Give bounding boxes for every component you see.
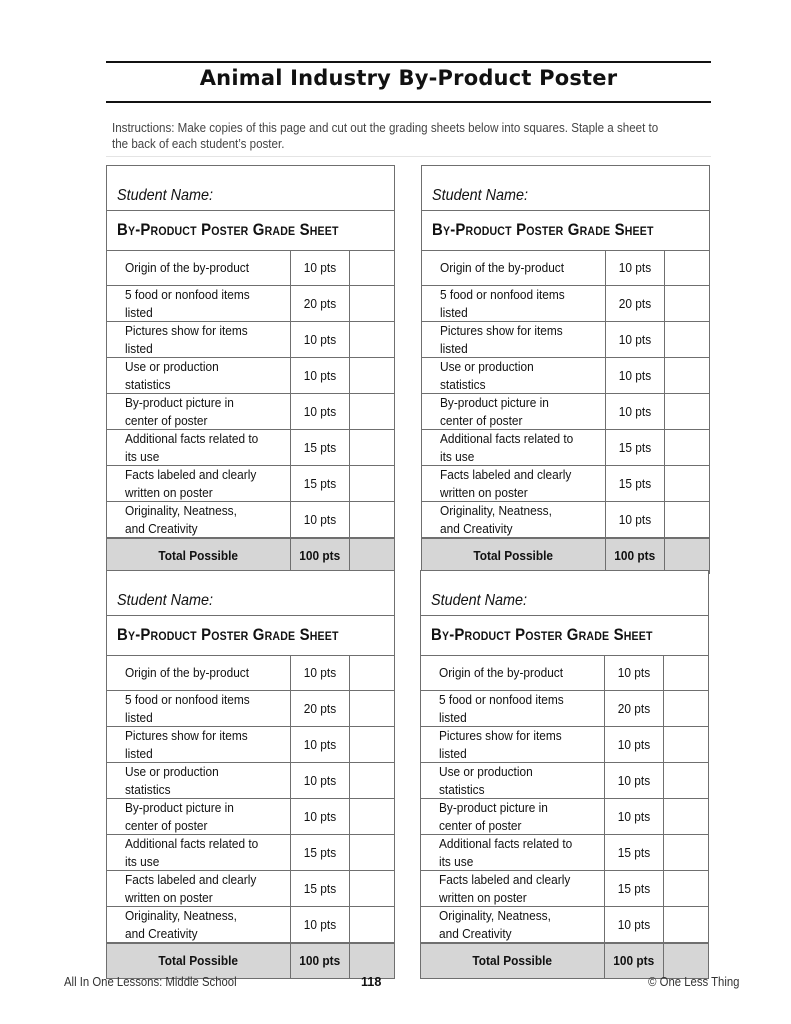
criterion-cell: Additional facts related to its use	[107, 835, 291, 871]
title-bottom-rule	[106, 101, 711, 103]
criterion-cell: Use or production statistics	[107, 358, 291, 394]
criterion-cell: Facts labeled and clearly written on poster	[422, 466, 606, 502]
score-cell[interactable]	[665, 251, 710, 286]
criterion-cell: Origin of the by-product	[125, 260, 250, 276]
criterion-cell: Pictures show for items listed	[421, 727, 605, 763]
total-row	[107, 538, 394, 573]
points-cell: 10 pts	[291, 656, 350, 691]
table-row	[107, 835, 394, 871]
points-cell: 10 pts	[605, 727, 664, 763]
table-row	[107, 430, 394, 466]
table-row	[421, 907, 708, 944]
points-cell: 10 pts	[291, 763, 350, 799]
table-row	[422, 286, 709, 322]
table-row	[107, 251, 394, 286]
score-cell[interactable]	[350, 286, 395, 322]
table-row	[107, 799, 394, 835]
points-cell: 15 pts	[606, 466, 665, 502]
points-cell: 10 pts	[291, 727, 350, 763]
score-cell[interactable]	[350, 835, 395, 871]
criterion-cell: Origin of the by-product	[440, 260, 565, 276]
total-points: 100 pts	[291, 943, 350, 978]
total-label: Total Possible	[421, 943, 605, 978]
footer-left: All In One Lessons: Middle School	[64, 975, 237, 989]
student-name-label: Student Name:	[117, 592, 214, 609]
criterion-cell: Use or production statistics	[107, 763, 291, 799]
score-cell[interactable]	[350, 251, 395, 286]
table-row	[422, 466, 709, 502]
score-cell[interactable]	[350, 691, 395, 727]
criterion-cell: By-product picture in center of poster	[421, 799, 605, 835]
table-row	[107, 394, 394, 430]
score-cell[interactable]	[350, 430, 395, 466]
points-cell: 10 pts	[291, 358, 350, 394]
total-score-cell[interactable]	[665, 538, 710, 573]
points-cell: 10 pts	[291, 322, 350, 358]
score-cell[interactable]	[350, 799, 395, 835]
score-cell[interactable]	[665, 466, 710, 502]
table-row	[107, 656, 394, 691]
points-cell: 10 pts	[606, 251, 665, 286]
score-cell[interactable]	[350, 466, 395, 502]
student-name-field[interactable]	[107, 166, 394, 211]
points-cell: 10 pts	[605, 656, 664, 691]
points-cell: 20 pts	[605, 691, 664, 727]
score-cell[interactable]	[350, 502, 395, 539]
criterion-cell: Use or production statistics	[422, 358, 606, 394]
points-cell: 10 pts	[606, 394, 665, 430]
score-cell[interactable]	[665, 286, 710, 322]
points-cell: 10 pts	[606, 502, 665, 539]
criterion-cell: Originality, Neatness, and Creativity	[107, 502, 291, 539]
table-row	[107, 358, 394, 394]
table-row	[421, 727, 708, 763]
points-cell: 10 pts	[606, 358, 665, 394]
student-name-field[interactable]	[422, 166, 709, 211]
points-cell: 10 pts	[605, 907, 664, 944]
criterion-cell: Originality, Neatness, and Creativity	[421, 907, 605, 944]
page-title: Animal Industry By-Product Poster	[199, 66, 618, 90]
score-cell[interactable]	[664, 835, 709, 871]
table-row	[421, 656, 708, 691]
page-number: 118	[361, 975, 382, 989]
student-name-field[interactable]	[107, 571, 394, 616]
grade-sheet-heading: By-Product Poster Grade Sheet	[431, 625, 653, 644]
criterion-cell: Facts labeled and clearly written on poster	[107, 871, 291, 907]
grade-table	[107, 656, 394, 978]
score-cell[interactable]	[350, 322, 395, 358]
table-row	[422, 322, 709, 358]
table-row	[422, 358, 709, 394]
score-cell[interactable]	[665, 502, 710, 539]
total-score-cell[interactable]	[350, 538, 395, 573]
criterion-cell: By-product picture in center of poster	[422, 394, 606, 430]
points-cell: 20 pts	[606, 286, 665, 322]
total-label: Total Possible	[422, 538, 606, 573]
points-cell: 10 pts	[605, 799, 664, 835]
table-row	[421, 763, 708, 799]
table-row	[107, 727, 394, 763]
criterion-cell: 5 food or nonfood items listed	[107, 286, 291, 322]
table-row	[421, 835, 708, 871]
total-points: 100 pts	[606, 538, 665, 573]
table-row	[421, 871, 708, 907]
points-cell: 20 pts	[291, 691, 350, 727]
grade-sheet-heading: By-Product Poster Grade Sheet	[117, 625, 339, 644]
table-row	[107, 322, 394, 358]
table-row	[107, 286, 394, 322]
points-cell: 10 pts	[291, 251, 350, 286]
points-cell: 10 pts	[605, 763, 664, 799]
instructions: Instructions: Make copies of this page and cut out the grading sheets below into squares. Staple a sheet to the back of each student’s poster.	[112, 121, 659, 151]
table-row	[107, 466, 394, 502]
grade-sheet-heading-row	[421, 616, 708, 656]
student-name-label: Student Name:	[432, 187, 529, 204]
instructions-rule	[106, 156, 711, 157]
table-row	[421, 691, 708, 727]
student-name-label: Student Name:	[117, 187, 214, 204]
table-row	[107, 871, 394, 907]
table-row	[107, 763, 394, 799]
criterion-cell: Originality, Neatness, and Creativity	[422, 502, 606, 539]
table-row	[422, 502, 709, 539]
points-cell: 10 pts	[606, 322, 665, 358]
title-top-rule	[106, 61, 711, 63]
points-cell: 15 pts	[291, 871, 350, 907]
points-cell: 15 pts	[605, 871, 664, 907]
grade-sheet-heading-row	[107, 211, 394, 251]
score-cell[interactable]	[350, 656, 395, 691]
points-cell: 10 pts	[291, 907, 350, 944]
criterion-cell: 5 food or nonfood items listed	[422, 286, 606, 322]
score-cell[interactable]	[350, 727, 395, 763]
score-cell[interactable]	[350, 871, 395, 907]
table-row	[107, 907, 394, 944]
score-cell[interactable]	[350, 394, 395, 430]
score-cell[interactable]	[664, 907, 709, 944]
criterion-cell: Pictures show for items listed	[107, 322, 291, 358]
grade-sheet-card-top-right	[421, 165, 710, 574]
total-row	[422, 538, 709, 573]
student-name-field[interactable]	[421, 571, 708, 616]
grade-sheet-card-top-left	[106, 165, 395, 574]
grade-sheet-card-bottom-right	[420, 570, 709, 979]
student-name-label: Student Name:	[431, 592, 528, 609]
score-cell[interactable]	[664, 799, 709, 835]
total-score-cell[interactable]	[664, 943, 709, 978]
grade-sheet-heading-row	[422, 211, 709, 251]
criterion-cell: Pictures show for items listed	[107, 727, 291, 763]
criterion-cell: Additional facts related to its use	[107, 430, 291, 466]
points-cell: 10 pts	[291, 394, 350, 430]
table-row	[422, 430, 709, 466]
score-cell[interactable]	[350, 907, 395, 944]
points-cell: 15 pts	[291, 430, 350, 466]
total-points: 100 pts	[605, 943, 664, 978]
score-cell[interactable]	[665, 430, 710, 466]
criterion-cell: Facts labeled and clearly written on poster	[107, 466, 291, 502]
points-cell: 10 pts	[291, 502, 350, 539]
criterion-cell: 5 food or nonfood items listed	[421, 691, 605, 727]
total-row	[107, 943, 394, 978]
criterion-cell: By-product picture in center of poster	[107, 799, 291, 835]
table-row	[107, 691, 394, 727]
criterion-cell: Origin of the by-product	[125, 665, 250, 681]
table-row	[422, 251, 709, 286]
points-cell: 20 pts	[291, 286, 350, 322]
criterion-cell: Pictures show for items listed	[422, 322, 606, 358]
criterion-cell: By-product picture in center of poster	[107, 394, 291, 430]
total-row	[421, 943, 708, 978]
score-cell[interactable]	[664, 763, 709, 799]
grade-sheet-heading-row	[107, 616, 394, 656]
points-cell: 15 pts	[291, 466, 350, 502]
criterion-cell: Facts labeled and clearly written on poster	[421, 871, 605, 907]
score-cell[interactable]	[665, 394, 710, 430]
points-cell: 15 pts	[291, 835, 350, 871]
total-label: Total Possible	[107, 538, 291, 573]
criterion-cell: Originality, Neatness, and Creativity	[107, 907, 291, 944]
score-cell[interactable]	[665, 358, 710, 394]
grade-sheet-heading: By-Product Poster Grade Sheet	[117, 220, 339, 239]
score-cell[interactable]	[350, 763, 395, 799]
table-row	[422, 394, 709, 430]
grade-table	[422, 251, 709, 573]
criterion-cell: 5 food or nonfood items listed	[107, 691, 291, 727]
grade-table	[421, 656, 708, 978]
total-points: 100 pts	[291, 538, 350, 573]
score-cell[interactable]	[664, 691, 709, 727]
score-cell[interactable]	[664, 727, 709, 763]
total-label: Total Possible	[107, 943, 291, 978]
points-cell: 10 pts	[291, 799, 350, 835]
table-row	[421, 799, 708, 835]
criterion-cell: Additional facts related to its use	[421, 835, 605, 871]
footer-right: © One Less Thing	[647, 975, 739, 989]
total-score-cell[interactable]	[350, 943, 395, 978]
score-cell[interactable]	[665, 322, 710, 358]
grade-sheet-heading: By-Product Poster Grade Sheet	[432, 220, 654, 239]
criterion-cell: Origin of the by-product	[439, 665, 564, 681]
grade-sheet-card-bottom-left	[106, 570, 395, 979]
score-cell[interactable]	[664, 656, 709, 691]
table-row	[107, 502, 394, 539]
score-cell[interactable]	[350, 358, 395, 394]
points-cell: 15 pts	[606, 430, 665, 466]
criterion-cell: Use or production statistics	[421, 763, 605, 799]
grade-table	[107, 251, 394, 573]
criterion-cell: Additional facts related to its use	[422, 430, 606, 466]
score-cell[interactable]	[664, 871, 709, 907]
points-cell: 15 pts	[605, 835, 664, 871]
